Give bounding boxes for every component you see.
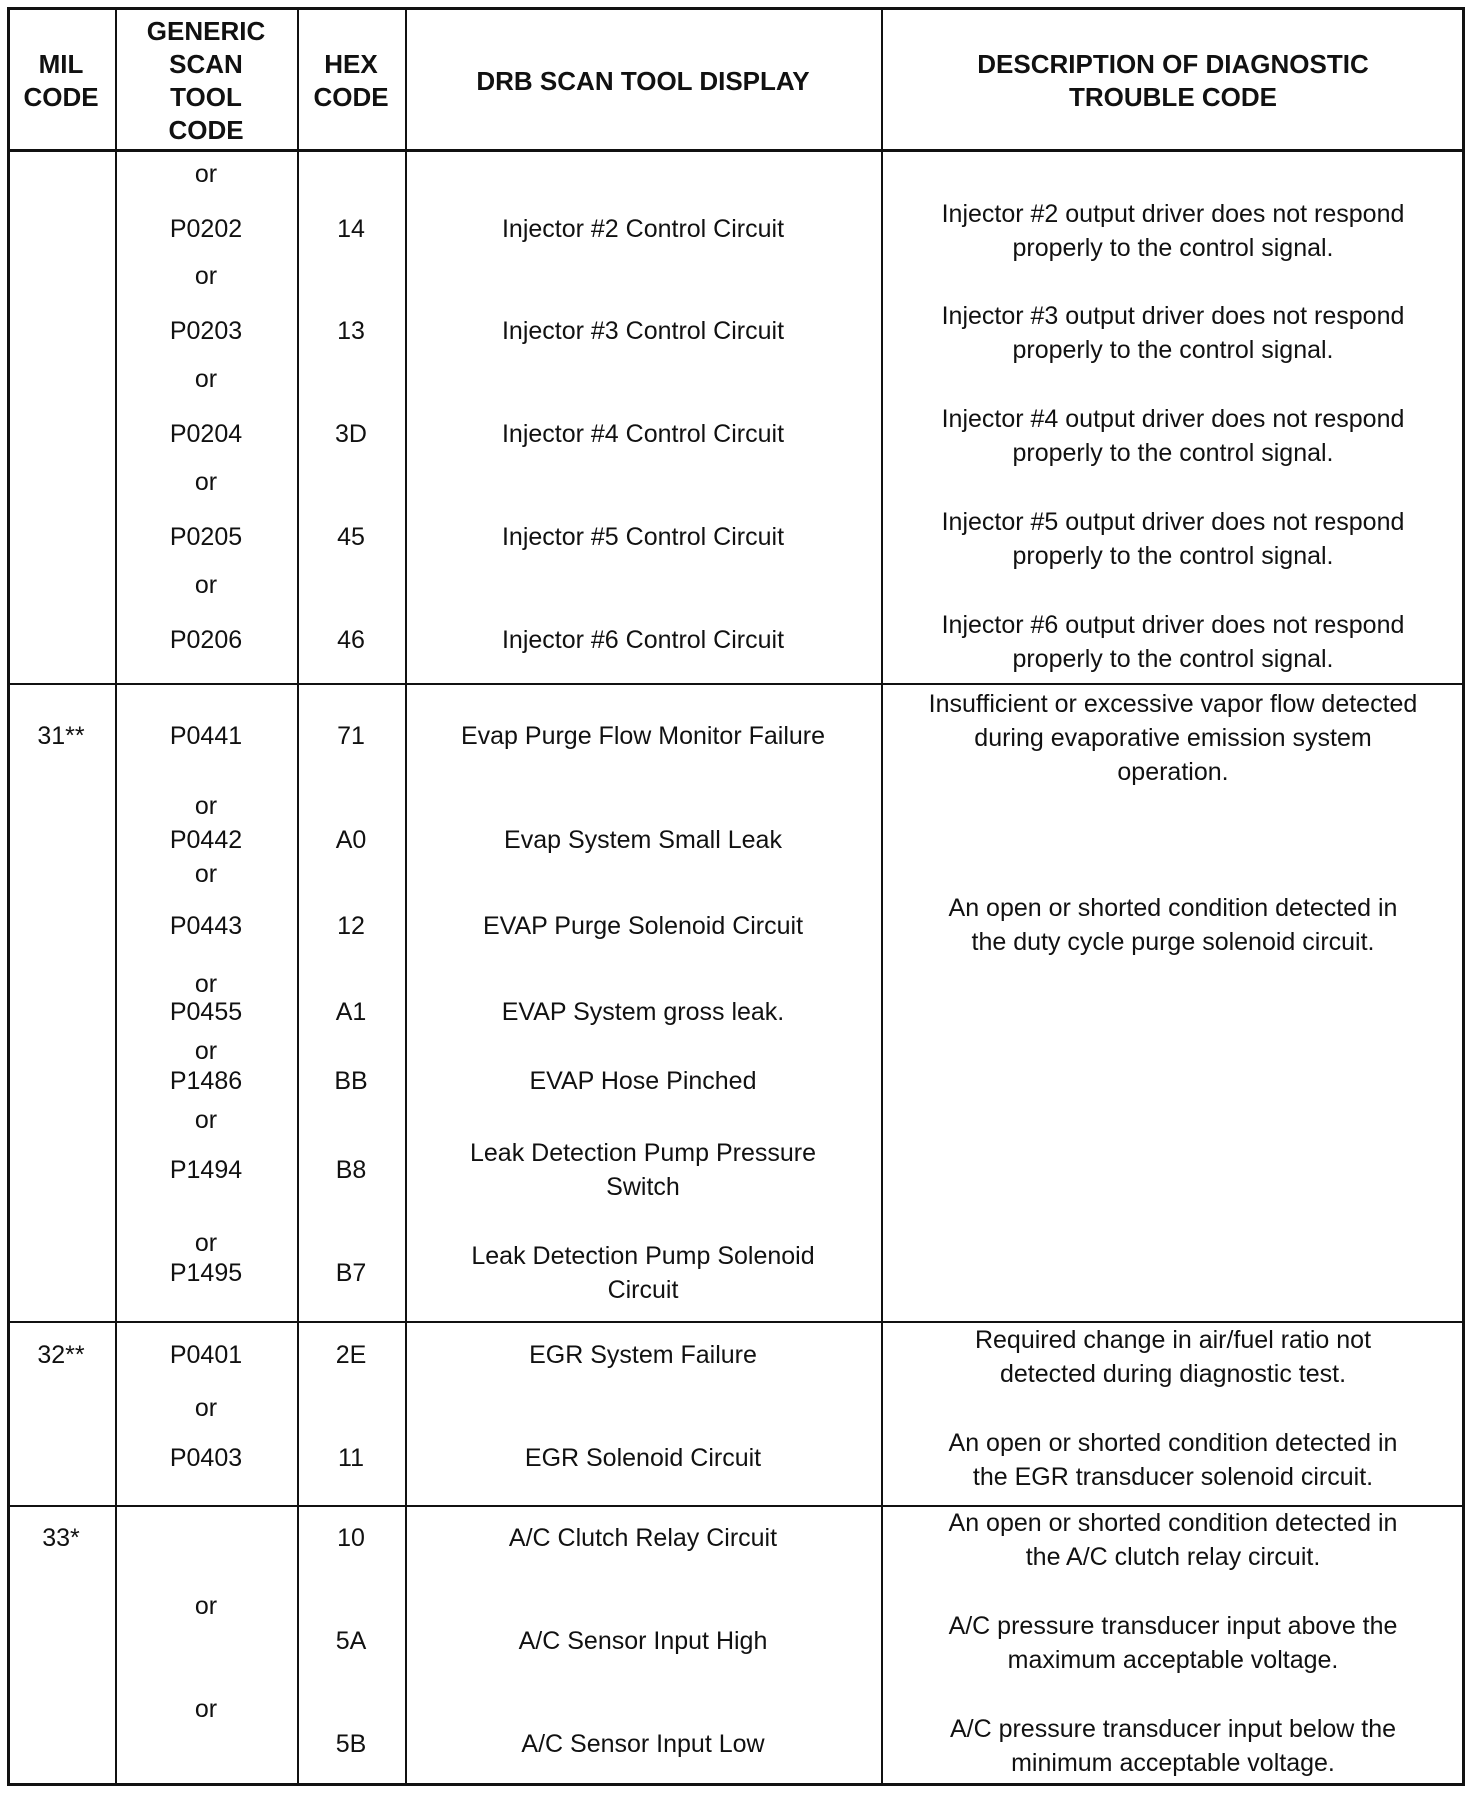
drb-scan-tool-display: Injector #4 Control Circuit — [501, 420, 785, 448]
hex-code: 3D — [335, 420, 367, 448]
hex-code: 45 — [337, 523, 365, 551]
mil-code: 33* — [42, 1524, 80, 1552]
generic-scan-tool-code: P0443 — [169, 912, 243, 940]
hex-code: 10 — [337, 1524, 365, 1552]
drb-scan-tool-display: Injector #3 Control Circuit — [501, 317, 785, 345]
generic-scan-tool-code: P0206 — [169, 626, 243, 654]
drb-scan-tool-display: EGR Solenoid Circuit — [524, 1444, 762, 1472]
trouble-code-description: Required change in air/fuel ratio not detected during diagnostic test. — [974, 1326, 1372, 1388]
trouble-code-description: Injector #3 output driver does not respond properly to the control signal. — [941, 302, 1405, 364]
or-separator: or — [194, 1394, 218, 1422]
drb-scan-tool-display: EGR System Failure — [529, 1341, 757, 1369]
hex-code: 46 — [337, 626, 365, 654]
drb-scan-tool-display: Evap System Small Leak — [504, 826, 782, 854]
trouble-code-description: Injector #4 output driver does not respond properly to the control signal. — [941, 405, 1405, 467]
hex-code: 71 — [337, 722, 365, 750]
drb-scan-tool-display: Leak Detection Pump Pressure Switch — [469, 1139, 817, 1201]
or-separator: or — [194, 860, 218, 888]
trouble-code-description: An open or shorted condition detected in the A/C clutch relay circuit. — [948, 1509, 1398, 1571]
or-separator: or — [194, 365, 218, 393]
drb-scan-tool-display: EVAP Hose Pinched — [529, 1067, 757, 1095]
header-drb-scan-tool-display: DRB SCAN TOOL DISPLAY — [476, 66, 810, 96]
group-divider — [7, 683, 1465, 685]
trouble-code-description: An open or shorted condition detected in the EGR transducer solenoid circuit. — [948, 1429, 1398, 1491]
drb-scan-tool-display: Injector #5 Control Circuit — [501, 523, 785, 551]
hex-code: 13 — [337, 317, 365, 345]
mil-code: 31** — [37, 722, 85, 750]
hex-code: A0 — [335, 826, 367, 854]
or-separator: or — [194, 571, 218, 599]
drb-scan-tool-display: Leak Detection Pump Solenoid Circuit — [471, 1242, 815, 1304]
generic-scan-tool-code: P0204 — [169, 420, 243, 448]
drb-scan-tool-display: Evap Purge Flow Monitor Failure — [460, 722, 826, 750]
hex-code: 5B — [335, 1730, 367, 1758]
or-separator: or — [194, 160, 218, 188]
generic-scan-tool-code: P1495 — [169, 1259, 243, 1287]
trouble-code-description: A/C pressure transducer input above the maximum acceptable voltage. — [948, 1612, 1398, 1674]
dtc-table — [7, 7, 1467, 1788]
generic-scan-tool-code: P1494 — [169, 1156, 243, 1184]
trouble-code-description: Insufficient or excessive vapor flow detected during evaporative emission system operation. — [928, 690, 1418, 786]
hex-code: 11 — [338, 1444, 364, 1472]
generic-scan-tool-code: P0403 — [169, 1444, 243, 1472]
hex-code: B7 — [335, 1259, 367, 1287]
header-mil-line1: MIL CODE — [23, 49, 99, 112]
drb-scan-tool-display: A/C Sensor Input Low — [521, 1730, 765, 1758]
header-description: DESCRIPTION OF DIAGNOSTIC TROUBLE CODE — [977, 49, 1369, 112]
drb-scan-tool-display: A/C Clutch Relay Circuit — [508, 1524, 778, 1552]
column-divider — [115, 7, 117, 1786]
or-separator: or — [194, 1229, 218, 1257]
hex-code: 14 — [337, 215, 365, 243]
hex-code: BB — [334, 1067, 368, 1095]
or-separator: or — [194, 1106, 218, 1134]
header-generic-scan-tool-code: GENERIC SCAN TOOL CODE — [146, 16, 266, 145]
hex-code: 12 — [337, 912, 365, 940]
hex-code: 5A — [335, 1627, 367, 1655]
or-separator: or — [194, 1695, 218, 1723]
generic-scan-tool-code: P0205 — [169, 523, 243, 551]
drb-scan-tool-display: Injector #2 Control Circuit — [501, 215, 785, 243]
trouble-code-description: Injector #5 output driver does not respond properly to the control signal. — [941, 508, 1405, 570]
mil-code: 32** — [37, 1341, 85, 1369]
hex-code: B8 — [335, 1156, 367, 1184]
trouble-code-description: Injector #6 output driver does not respond properly to the control signal. — [941, 611, 1405, 673]
or-separator: or — [194, 970, 218, 998]
drb-scan-tool-display: A/C Sensor Input High — [518, 1627, 768, 1655]
drb-scan-tool-display: EVAP System gross leak. — [501, 998, 785, 1026]
hex-code: 2E — [335, 1341, 367, 1369]
drb-scan-tool-display: Injector #6 Control Circuit — [501, 626, 785, 654]
or-separator: or — [194, 468, 218, 496]
or-separator: or — [194, 792, 218, 820]
generic-scan-tool-code: P0455 — [169, 998, 243, 1026]
generic-scan-tool-code: P0401 — [169, 1341, 243, 1369]
header-mil-code — [23, 48, 98, 114]
header-hex-code: HEX CODE — [313, 49, 389, 112]
or-separator: or — [194, 262, 218, 290]
generic-scan-tool-code: P0442 — [169, 826, 243, 854]
or-separator: or — [194, 1592, 218, 1620]
header-divider — [7, 149, 1465, 152]
generic-scan-tool-code: P0202 — [169, 215, 243, 243]
column-divider — [297, 7, 299, 1786]
generic-scan-tool-code: P1486 — [169, 1067, 243, 1095]
or-separator: or — [194, 1037, 218, 1065]
trouble-code-description: Injector #2 output driver does not respond properly to the control signal. — [941, 200, 1405, 262]
trouble-code-description: An open or shorted condition detected in the duty cycle purge solenoid circuit. — [948, 894, 1398, 956]
generic-scan-tool-code: P0203 — [169, 317, 243, 345]
drb-scan-tool-display: EVAP Purge Solenoid Circuit — [482, 912, 804, 940]
column-divider — [405, 7, 407, 1786]
trouble-code-description: A/C pressure transducer input below the minimum acceptable voltage. — [949, 1715, 1397, 1777]
column-divider — [881, 7, 883, 1786]
generic-scan-tool-code: P0441 — [169, 722, 243, 750]
hex-code: A1 — [335, 998, 367, 1026]
